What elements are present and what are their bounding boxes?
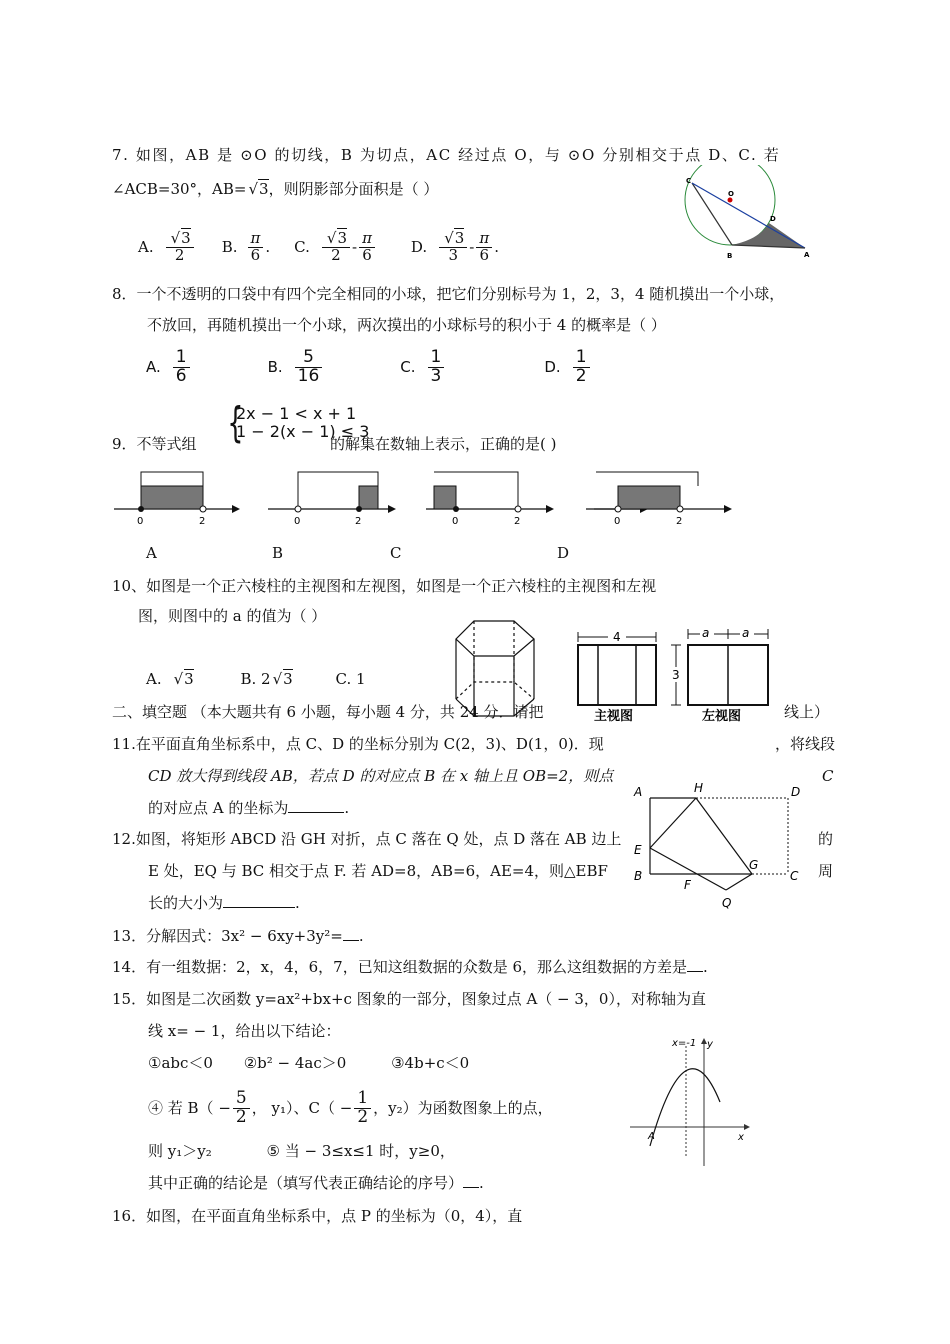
q9-c-arrow <box>546 505 554 513</box>
q15-x-label: x <box>738 1132 744 1143</box>
q7-d-num2: π <box>476 231 492 248</box>
q9-a-arrow <box>232 505 240 513</box>
q15-conclusion-2: ②b² − 4ac＞0 <box>243 1054 347 1072</box>
section2-heading: 二、填空题 （本大题共有 6 小题，每小题 4 分，共 24 分．请把 <box>112 703 544 721</box>
q7-option-d-frac2 <box>476 228 492 264</box>
q13-line <box>112 926 364 946</box>
q15-line5 <box>148 1141 455 1161</box>
q7-a-den: 2 <box>174 245 185 264</box>
q8-option-c-frac <box>428 346 445 386</box>
q9-d-tick2: 2 <box>676 516 683 527</box>
q15-axis-label: x=-1 <box>672 1038 697 1049</box>
q12-label-d: D <box>791 785 801 799</box>
q7-a-num: √ 3 <box>181 228 191 247</box>
q7-option-b-label: B. <box>221 238 238 256</box>
q7-option-a-label: A. <box>138 238 154 256</box>
q7-label-d: D <box>770 215 776 223</box>
q7-c-num2: π <box>359 231 375 248</box>
q12-answer-blank[interactable] <box>223 907 295 908</box>
q15-answer-blank[interactable] <box>463 1187 479 1188</box>
q15-frac1 <box>233 1087 250 1127</box>
q12-line3-end: . <box>295 894 300 912</box>
q9-b-solid-point <box>356 506 362 512</box>
q9-b-tick2: 2 <box>355 516 362 527</box>
q15-frac1-num: 5 <box>233 1090 250 1109</box>
q8-d-den: 2 <box>575 365 587 386</box>
q10-options <box>146 669 366 689</box>
q9-c-tick0: 0 <box>452 516 459 527</box>
q10-option-b-value: √ 3 <box>283 669 293 688</box>
q9-b-shaded <box>359 486 378 509</box>
q12-line2-tail: 周 <box>818 862 834 880</box>
q10-left-view <box>670 626 768 724</box>
q9-label-d: D <box>557 544 570 562</box>
q15-line5b: ⑤ 当 − 3≤x≤1 时，y≥0， <box>266 1142 455 1160</box>
q13-end: . <box>358 927 364 945</box>
q11-line1: 11.在平面直角坐标系中，点 C、D 的坐标分别为 C(2，3)、D(1，0)．现 <box>112 735 604 753</box>
q10-main-view-caption: 主视图 <box>594 709 634 724</box>
q7-b-dot: . <box>265 238 271 256</box>
q7-option-b-frac <box>248 228 264 264</box>
q7-line2c: ，则阴影部分面积是（ ） <box>268 180 439 198</box>
q9-b-tick0: 0 <box>294 516 301 527</box>
q16-line: 16．如图，在平面直角坐标系中，点 P 的坐标为（0，4），直 <box>112 1207 523 1225</box>
q15-line1: 15．如图是二次函数 y=ax²+bx+c 图象的一部分，图象过点 A（ − 3，0），对称轴为直 <box>112 990 706 1008</box>
q15-frac2-den: 2 <box>357 1106 369 1127</box>
q12-label-b: B <box>634 869 643 883</box>
q10-main-view <box>578 630 656 724</box>
q7-b-num: π <box>248 231 264 248</box>
q14-answer-blank[interactable] <box>687 971 703 972</box>
q9-suffix: 的解集在数轴上表示，正确的是( ) <box>330 435 557 453</box>
q15-line6 <box>148 1173 484 1193</box>
q15-line4 <box>148 1086 553 1130</box>
q14-line <box>112 957 708 977</box>
q8-option-b-label: B. <box>267 358 283 376</box>
q12-line1: 12.如图，将矩形 ABCD 沿 GH 对折，点 C 落在 Q 处，点 D 落在 AB 边上 <box>112 830 622 848</box>
q10-line1: 10、如图是一个正六棱柱的主视图和左视图，如图是一个正六棱柱的主视图和左视 <box>112 577 657 595</box>
q15-y-label: y <box>707 1039 713 1050</box>
q7-line2 <box>112 179 438 199</box>
q9-a-solid-point <box>138 506 144 512</box>
q11-line3-text: 的对应点 A 的坐标为 <box>148 799 289 817</box>
q14-text: 14．有一组数据：2，x，4，6，7，已知这组数据的众数是 6，那么这组数据的方差是 <box>112 958 688 976</box>
q8-line2: 不放回，再随机摸出一个小球，两次摸出的小球标号的积小于 4 的概率是（ ） <box>147 316 666 334</box>
q12-line3-text: 长的大小为 <box>148 894 224 912</box>
q9-label-a: A <box>146 544 157 562</box>
q9-d-tick0: 0 <box>614 516 621 527</box>
q12-line-qg <box>726 874 752 890</box>
q10-line2: 图，则图中的 a 的值为（ ） <box>138 607 327 625</box>
q12-label-g: G <box>749 858 759 872</box>
q15-line3 <box>148 1053 469 1073</box>
q12-line3 <box>148 893 300 913</box>
q9-d-bracket <box>596 472 698 486</box>
q9-c-open-point <box>515 506 521 512</box>
q8-option-c-label: C. <box>400 358 416 376</box>
q7-label-o: O <box>728 190 734 198</box>
q10-option-c: C. 1 <box>335 670 366 688</box>
q9-d-shaded-full <box>618 486 680 509</box>
q9-label-c: C <box>390 544 402 562</box>
q8-b-num: 5 <box>295 349 323 368</box>
q15-conclusion-4b: ， y₁）、C（ − <box>251 1099 353 1117</box>
q12-label-a: A <box>634 785 643 799</box>
q11-line3 <box>148 798 349 818</box>
q9-d-arrow-full <box>724 505 732 513</box>
q7-option-c-frac2 <box>359 228 375 264</box>
q12-label-q: Q <box>722 896 732 910</box>
section2-heading-tail: 线上） <box>784 703 830 721</box>
q8-option-a-frac <box>173 346 190 386</box>
q7-d-dot: . <box>494 238 500 256</box>
q9-c-solid-point <box>453 506 459 512</box>
q9-option-c-figure <box>426 472 554 527</box>
q8-b-den: 16 <box>297 365 320 386</box>
q7-circle-figure <box>680 165 815 265</box>
q11-line3-end: . <box>344 799 350 817</box>
q7-d-num1: √ 3 <box>454 228 464 247</box>
q9-option-d-full <box>590 464 750 529</box>
q10-left-dim-a1: a <box>702 626 710 640</box>
q9-ineq1: 2x − 1 < x + 1 <box>236 404 357 423</box>
q10-option-b-label: B. 2 <box>240 670 271 688</box>
q7-option-a-frac <box>166 228 194 264</box>
q15-conclusion-3: ③4b+c＜0 <box>391 1054 470 1072</box>
q9-d-open-point-2 <box>677 506 683 512</box>
q9-brace: { <box>227 398 244 447</box>
q9-ineq2: 1 − 2(x − 1) ≤ 3 <box>236 422 370 441</box>
q8-options <box>146 344 592 390</box>
q7-c-den2: 6 <box>362 245 372 264</box>
q11-line2: CD 放大得到线段 AB，若点 D 的对应点 B 在 x 轴上且 OB=2，则点 <box>148 767 614 785</box>
q12-line1-tail: 的 <box>818 830 834 848</box>
q10-main-rect <box>578 645 656 705</box>
q15-x-arrow <box>744 1124 750 1130</box>
q9-a-tick0: 0 <box>137 516 144 527</box>
q7-line-cb <box>692 183 732 245</box>
q7-b-den: 6 <box>250 245 261 264</box>
q10-prism-hidden-bottom <box>456 682 534 699</box>
q8-option-a-label: A. <box>146 358 161 376</box>
q9-c-tick2: 2 <box>514 516 521 527</box>
q7-d-den2: 6 <box>479 245 490 264</box>
q12-line-hg <box>696 798 752 874</box>
q10-option-a-value: √ 3 <box>184 669 194 688</box>
q9-a-shaded <box>141 486 203 509</box>
q9-d-open-point-0 <box>615 506 621 512</box>
q10-left-dim-a2: a <box>742 626 750 640</box>
q7-c-num1: √ 3 <box>337 228 347 247</box>
q7-line1: 7. 如图，AB 是 ⊙O 的切线，B 为切点，AC 经过点 O，与 ⊙O 分别相交于点 D、C. 若 <box>112 146 781 164</box>
q7-label-b: B <box>727 252 733 260</box>
q9-label-b: B <box>272 544 284 562</box>
q11-line2-tail: C <box>822 767 834 785</box>
q15-conclusion-1: ①abc＜0 <box>148 1054 213 1072</box>
q7-option-c-frac1 <box>322 228 350 264</box>
q11-line1-tail: ，将线段 <box>775 735 836 753</box>
q12-label-e: E <box>634 843 642 857</box>
q8-c-num: 1 <box>428 349 445 368</box>
q14-end: . <box>703 958 708 976</box>
q10-left-view-caption: 左视图 <box>702 709 742 724</box>
q12-line-eh <box>650 798 696 848</box>
q15-conclusion-4c: ，y₂）为函数图象上的点， <box>373 1099 553 1117</box>
q8-c-den: 3 <box>430 365 442 386</box>
q8-line1: 8．一个不透明的口袋中有四个完全相同的小球，把它们分别标号为 1，2，3，4 随机摸出一个小球， <box>112 285 785 303</box>
q7-line2a: ∠ACB=30°，AB= <box>112 180 247 198</box>
q12-line2: E 处，EQ 与 BC 相交于点 F. 若 AD=8，AB=6，AE=4，则△EBF <box>148 862 608 880</box>
q8-a-den: 6 <box>175 365 187 386</box>
q7-c-minus: - <box>351 238 358 256</box>
q9-c-shaded <box>434 486 456 509</box>
q15-frac2 <box>354 1087 371 1127</box>
q7-option-d-label: D. <box>410 238 428 256</box>
q12-figure <box>628 776 814 912</box>
q9-prefix: 9．不等式组 <box>112 435 197 453</box>
q15-frac2-num: 1 <box>354 1090 371 1109</box>
q15-parabola <box>650 1069 720 1146</box>
q10-left-height-label: 3 <box>672 668 680 682</box>
q15-a-label: A <box>648 1131 655 1142</box>
q12-label-c: C <box>790 869 799 883</box>
q9-number-lines <box>110 464 650 529</box>
q7-option-c-label: C. <box>294 238 310 256</box>
q13-text: 13．分解因式：3x² − 6xy+3y²= <box>112 927 343 945</box>
q15-parabola-figure <box>628 1036 754 1170</box>
q15-line6-text: 其中正确的结论是（填写代表正确结论的序号） <box>148 1174 464 1192</box>
q8-d-num: 1 <box>573 349 590 368</box>
q8-option-d-label: D. <box>544 358 561 376</box>
q8-a-num: 1 <box>173 349 190 368</box>
q7-c-den1: 2 <box>331 245 341 264</box>
q10-prism-top <box>456 621 534 656</box>
q10-main-dim-label: 4 <box>613 630 621 644</box>
q9-b-arrow <box>388 505 396 513</box>
q9-a-open-point <box>200 506 206 512</box>
q7-option-d-frac1 <box>439 228 467 264</box>
q9-option-a-figure <box>114 472 240 527</box>
q9-b-open-point <box>295 506 301 512</box>
q15-conclusion-4a: ④ 若 B（ − <box>148 1099 231 1117</box>
q7-label-c: C <box>686 177 692 185</box>
q15-line6-end: . <box>479 1174 484 1192</box>
q9-option-b-figure <box>268 472 396 527</box>
q7-d-minus: - <box>469 238 475 256</box>
q12-label-f: F <box>684 878 691 892</box>
q8-option-b-frac <box>295 346 323 386</box>
q7-center-point <box>728 198 733 203</box>
q7-options <box>138 222 499 272</box>
q12-label-h: H <box>694 781 704 795</box>
q7-sqrt3: √ 3 <box>258 179 268 198</box>
q15-line5a: 则 y₁＞y₂ <box>148 1142 212 1160</box>
q9-a-tick2: 2 <box>199 516 206 527</box>
q15-line2: 线 x= − 1，给出以下结论： <box>148 1022 341 1040</box>
q7-label-a: A <box>804 251 810 259</box>
q11-answer-blank[interactable] <box>288 812 344 813</box>
q7-line-ca <box>692 183 805 248</box>
q8-option-d-frac <box>573 346 590 386</box>
q10-option-a-label: A. <box>146 670 162 688</box>
q15-frac1-den: 2 <box>235 1106 247 1127</box>
q7-d-den1: 3 <box>448 245 459 264</box>
q13-answer-blank[interactable] <box>343 940 359 941</box>
